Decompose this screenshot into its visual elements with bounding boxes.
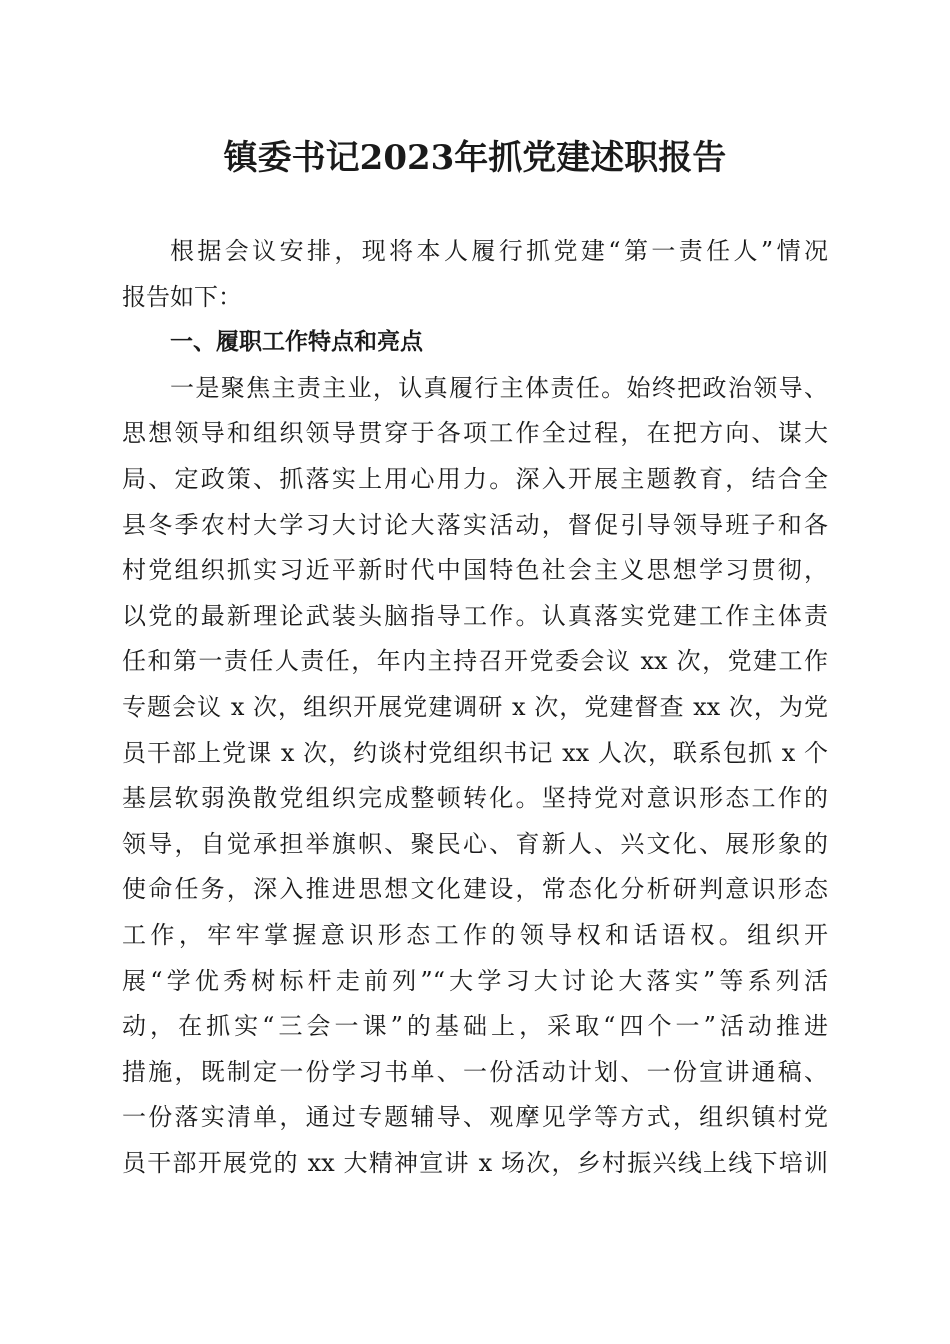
paragraph-line: 一份落实清单，通过专题辅导、观摩见学等方式，组织镇村党 [122, 1103, 828, 1132]
paragraph-line: 以党的最新理论武装头脑指导工作。认真落实党建工作主体责 [122, 601, 828, 630]
paragraph-line: 专题会议 x 次，组织开展党建调研 x 次，党建督查 xx 次，为党 [122, 692, 828, 721]
paragraph-line: 任和第一责任人责任，年内主持召开党委会议 xx 次，党建工作 [122, 647, 828, 676]
paragraph-line: 工作，牢牢掌握意识形态工作的领导权和话语权。组织开 [122, 920, 828, 949]
paragraph-line: 动，在抓实“三会一课”的基础上，采取“四个一”活动推进 [122, 1012, 828, 1041]
paragraph-line: 使命任务，深入推进思想文化建设，常态化分析研判意识形态 [122, 875, 828, 904]
paragraph-line: 领导，自觉承担举旗帜、聚民心、育新人、兴文化、展形象的 [122, 829, 828, 858]
document-title: 镇委书记2023年抓党建述职报告 [223, 138, 727, 178]
section-heading: 一、履职工作特点和亮点 [170, 329, 423, 356]
document-body [122, 229, 828, 1186]
paragraph-line: 局、定政策、抓落实上用心用力。深入开展主题教育，结合全 [122, 464, 828, 493]
paragraph-line: 一是聚焦主责主业，认真履行主体责任。始终把政治领导、 [170, 373, 828, 402]
paragraph-line: 基层软弱涣散党组织完成整顿转化。坚持党对意识形态工作的 [122, 784, 828, 813]
paragraph-line: 县冬季农村大学习大讨论大落实活动，督促引导领导班子和各 [122, 510, 828, 539]
paragraph-line: 员干部开展党的 xx 大精神宣讲 x 场次，乡村振兴线上线下培训 [122, 1148, 828, 1177]
paragraph-line: 展“学优秀树标杆走前列”“大学习大讨论大落实”等系列活 [122, 966, 828, 995]
intro-line-1: 根据会议安排，现将本人履行抓党建“第一责任人”情况 [170, 237, 828, 265]
intro-line-2: 报告如下： [122, 282, 242, 311]
paragraph-line: 员干部上党课 x 次，约谈村党组织书记 xx 人次，联系包抓 x 个 [122, 738, 828, 767]
paragraph-line: 村党组织抓实习近平新时代中国特色社会主义思想学习贯彻， [122, 556, 828, 585]
paragraph-line: 措施，既制定一份学习书单、一份活动计划、一份宣讲通稿、 [122, 1057, 828, 1086]
paragraph-line: 思想领导和组织领导贯穿于各项工作全过程，在把方向、谋大 [122, 419, 828, 448]
